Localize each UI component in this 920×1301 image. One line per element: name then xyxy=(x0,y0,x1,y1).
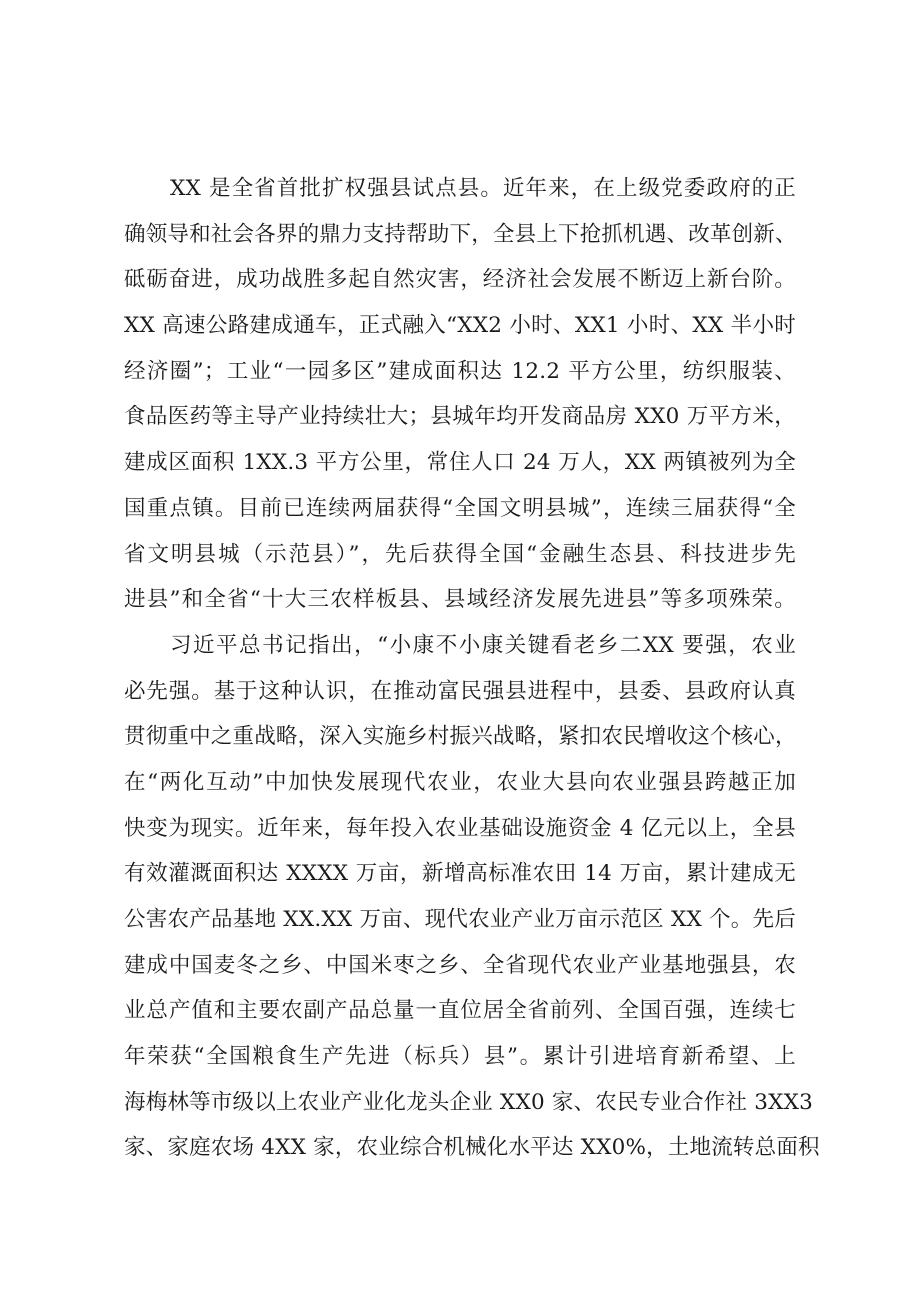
paragraph-line: 国重点镇。目前已连续两届获得“全国文明县城”，连续三届获得“全 xyxy=(124,495,796,521)
paragraph-line: 贯彻重中之重战略，深入实施乡村振兴战略，紧扣农民增收这个核心， xyxy=(124,724,797,750)
paragraph-line: 省文明县城（示范县）”，先后获得全国“金融生态县、科技进步先 xyxy=(124,541,796,567)
paragraph-line: 快变为现实。近年来，每年投入农业基础设施资金 4 亿元以上，全县 xyxy=(124,815,796,841)
paragraph-2 xyxy=(124,623,820,1171)
paragraph-line: 业总产值和主要农副产品总量一直位居全省前列、全国百强，连续七 xyxy=(124,998,796,1024)
paragraph-1 xyxy=(124,166,796,623)
paragraph-line: 经济圈”；工业“一园多区”建成面积达 12.2 平方公里，纺织服装、 xyxy=(124,358,796,384)
paragraph-line: 进县”和全省“十大三农样板县、县域经济发展先进县”等多项殊荣。 xyxy=(124,587,796,613)
paragraph-line: 建成区面积 1XX.3 平方公里，常住人口 24 万人，XX 两镇被列为全 xyxy=(124,450,796,476)
body-text xyxy=(124,166,820,1171)
paragraph-line: 在“两化互动”中加快发展现代农业，农业大县向农业强县跨越正加 xyxy=(124,769,796,795)
paragraph-line: 建成中国麦冬之乡、中国米枣之乡、全省现代农业产业基地强县，农 xyxy=(124,952,796,978)
paragraph-line: 公害农产品基地 XX.XX 万亩、现代农业产业万亩示范区 XX 个。先后 xyxy=(124,907,796,932)
paragraph-line: 习近平总书记指出，“小康不小康关键看老乡二XX 要强，农业 xyxy=(170,632,796,658)
paragraph-line: 砥砺奋进，成功战胜多起自然灾害，经济社会发展不断迈上新台阶。 xyxy=(124,267,796,293)
paragraph-line: 确领导和社会各界的鼎力支持帮助下，全县上下抢抓机遇、改革创新、 xyxy=(124,221,797,247)
paragraph-line: 海梅林等市级以上农业产业化龙头企业 XX0 家、农民专业合作社 3XX3 xyxy=(124,1089,813,1115)
paragraph-line: 年荣获“全国粮食生产先进（标兵）县”。累计引进培育新希望、上 xyxy=(124,1044,796,1070)
paragraph-line: XX 是全省首批扩权强县试点县。近年来，在上级党委政府的正 xyxy=(170,176,796,201)
paragraph-line: 食品医药等主导产业持续壮大；县城年均开发商品房 XX0 万平方米， xyxy=(124,404,796,430)
paragraph-line: 必先强。基于这种认识，在推动富民强县进程中，县委、县政府认真 xyxy=(124,678,796,704)
paragraph-line: XX 高速公路建成通车，正式融入“XX2 小时、XX1 小时、XX 半小时 xyxy=(124,313,796,339)
paragraph-line: 家、家庭农场 4XX 家，农业综合机械化水平达 XX0%，土地流转总面积 xyxy=(124,1135,820,1161)
paragraph-line: 有效灌溉面积达 XXXX 万亩，新增高标准农田 14 万亩，累计建成无 xyxy=(124,861,796,887)
